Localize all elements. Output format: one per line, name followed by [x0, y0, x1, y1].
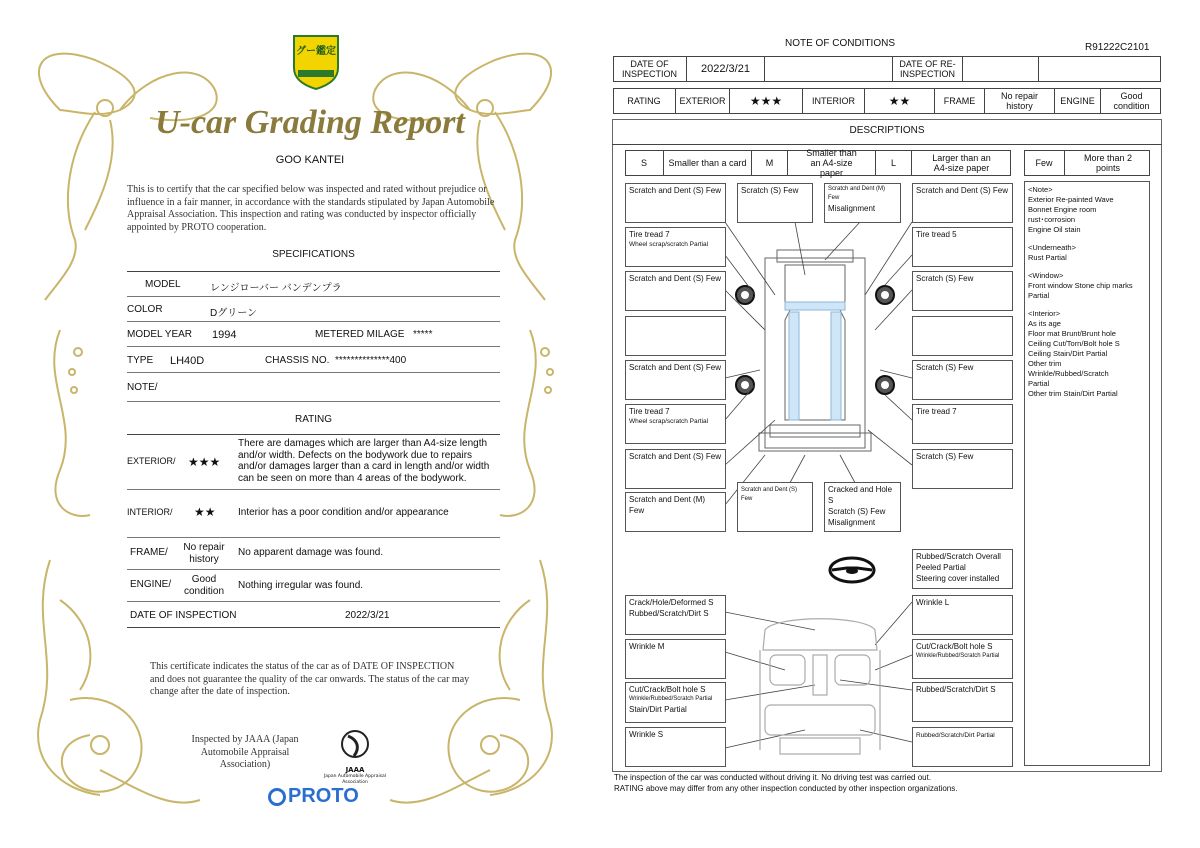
footer-note-1: The inspection of the car was conducted without driving it. No driving test was carried out. — [614, 773, 932, 782]
int-box-4: Cut/Crack/Bolt hole S Wrinkle/Rubbed/Scratch Partial — [912, 639, 1013, 679]
proto-logo-text: PROTO — [288, 785, 359, 807]
descriptions-heading: DESCRIPTIONS — [849, 125, 925, 136]
frame-label: FRAME — [934, 89, 984, 113]
ext-box-4: Scratch and Dent (S) Few — [912, 183, 1013, 223]
specs-heading: SPECIFICATIONS — [272, 249, 355, 260]
chassis-label: CHASSIS NO. — [265, 355, 330, 366]
chassis-value: **************400 — [335, 355, 407, 366]
type-label: TYPE — [127, 355, 154, 366]
note-line: <Interior> — [1028, 309, 1061, 318]
note-line: Rust Partial — [1028, 253, 1067, 262]
ext-box-6: Tire tread 5 — [912, 227, 1013, 267]
jaaa-subtitle: Japan Automobile Appraisal Association — [323, 774, 387, 785]
frame-value: No repair history — [183, 542, 225, 565]
engine-value: Good condition — [183, 574, 225, 597]
proto-logo — [268, 785, 368, 811]
metered-value: ***** — [413, 329, 433, 340]
footer-note-2: RATING above may differ from any other inspection conducted by other inspection organizations. — [614, 784, 958, 793]
engine-desc: Nothing irregular was found. — [238, 580, 364, 591]
ext-box-8: Scratch (S) Few — [912, 271, 1013, 311]
note-line — [1028, 263, 1146, 271]
model-value: レンジローバー バンデンプラ — [210, 283, 342, 294]
badge-text: グー鑑定 — [296, 46, 336, 57]
color-label: COLOR — [127, 304, 163, 315]
note-line — [1028, 301, 1146, 309]
doi-value: 2022/3/21 — [345, 610, 390, 621]
int-box-5: Cut/Crack/Bolt hole S Wrinkle/Rubbed/Scratch Partial Stain/Dirt Partial — [625, 682, 726, 723]
exterior-stars: ★★★ — [729, 89, 802, 113]
frame-desc: No apparent damage was found. — [238, 547, 384, 558]
ext-box-9: Scratch and Dent (S) Few — [625, 360, 726, 400]
int-box-3: Wrinkle M — [625, 639, 726, 679]
report-subtitle: GOO KANTEI — [275, 154, 345, 166]
interior-stars: ★★ — [194, 505, 216, 519]
note-line: Partial — [1028, 379, 1050, 388]
interior-desc: Interior has a poor condition and/or appearance — [238, 507, 449, 518]
frame-value: No repair history — [984, 89, 1054, 113]
engine-label: ENGINE/ — [130, 579, 172, 590]
note-line: Ceiling Cut/Torn/Bolt hole S — [1028, 339, 1120, 348]
doi-value: 2022/3/21 — [686, 57, 764, 81]
reinspection-label: DATE OF RE-INSPECTION — [892, 57, 962, 81]
metered-label: METERED MILAGE — [315, 329, 405, 340]
model-label: MODEL — [145, 279, 181, 290]
exterior-label: EXTERIOR — [675, 89, 729, 113]
note-line: <Note> — [1028, 185, 1053, 194]
ext-box-2: Scratch (S) Few — [737, 183, 813, 223]
legend-few: Few — [1035, 158, 1053, 168]
car-interior-diagram — [755, 610, 885, 760]
note-line: Bonnet Engine room — [1028, 205, 1097, 214]
int-box-7: Wrinkle S — [625, 727, 726, 767]
exterior-label: EXTERIOR/ — [127, 456, 176, 466]
note-line: Engine Oil stain — [1028, 225, 1081, 234]
note-line: Exterior Re-painted Wave — [1028, 195, 1114, 204]
ext-box-14: Scratch (S) Few — [912, 449, 1013, 489]
doi-label: DATE OF INSPECTION — [130, 610, 237, 621]
ext-box-10: Scratch (S) Few — [912, 360, 1013, 400]
note-line: Other trim Stain/Dirt Partial — [1028, 389, 1118, 398]
note-line: rust･corrosion — [1028, 215, 1076, 224]
note-line: <Underneath> — [1028, 243, 1076, 252]
ext-box-12: Tire tread 7 — [912, 404, 1013, 444]
proto-mark-icon — [268, 788, 286, 806]
jaaa-label: JAAA — [345, 766, 365, 774]
ext-box-17: Cracked and Hole S Scratch (S) Few Misalignment — [824, 482, 901, 532]
note-line: <Window> — [1028, 271, 1064, 280]
legend-l-desc: Larger than an A4-size paper — [911, 151, 1011, 175]
note-line — [1028, 235, 1146, 243]
legend-l: L — [875, 151, 911, 175]
note-line: Partial — [1028, 291, 1050, 300]
rating-label: RATING — [627, 96, 661, 106]
engine-label: ENGINE — [1054, 89, 1100, 113]
legend-m-desc: Smaller than an A4-size paper — [787, 151, 875, 175]
model-year-label: MODEL YEAR — [127, 329, 193, 340]
note-line: Wrinkle/Rubbed/Scratch — [1028, 369, 1109, 378]
interior-label: INTERIOR — [802, 89, 864, 113]
color-value: Dグリーン — [210, 308, 258, 319]
ext-box-1: Scratch and Dent (S) Few — [625, 183, 726, 223]
engine-value: Good condition — [1100, 89, 1162, 113]
grading-certificate — [0, 0, 590, 848]
goo-kantei-badge — [290, 32, 342, 90]
legend-m: M — [751, 151, 787, 175]
legend-s: S — [640, 158, 647, 168]
ext-box-11: Tire tread 7 Wheel scrap/scratch Partial — [625, 404, 726, 444]
interior-label: INTERIOR/ — [127, 507, 173, 517]
notes-column — [1024, 181, 1150, 766]
type-value: LH40D — [170, 355, 205, 367]
rating-heading: RATING — [294, 414, 333, 425]
ext-box-13: Scratch and Dent (S) Few — [625, 449, 726, 489]
interior-stars: ★★ — [864, 89, 934, 113]
ext-box-15: Scratch and Dent (M) Few — [625, 492, 726, 532]
exterior-stars: ★★★ — [188, 455, 221, 469]
note-of-conditions — [600, 0, 1200, 848]
notes-list — [1028, 185, 1146, 399]
note-line: Ceiling Stain/Dirt Partial — [1028, 349, 1108, 358]
jaaa-logo — [318, 728, 392, 785]
note-line: As its age — [1028, 319, 1061, 328]
ext-box-empty-right — [912, 316, 1013, 356]
note-line: Other trim — [1028, 359, 1062, 368]
model-year-value: 1994 — [212, 329, 237, 341]
steering-wheel-icon — [827, 556, 877, 584]
doi-label: DATE OF INSPECTION — [621, 59, 677, 79]
disclaimer-text: This certificate indicates the status of the car as of DATE OF INSPECTION and does not guarantee the quality of the car onwards. The status of the car may change after the date of inspection. — [150, 661, 470, 697]
ext-box-empty-left — [625, 316, 726, 356]
inspected-by: Inspected by JAAA (Japan Automobile Appraisal Association) — [191, 734, 299, 770]
reference-number: R91222C2101 — [1085, 42, 1150, 53]
int-box-6: Rubbed/Scratch/Dirt S — [912, 682, 1013, 722]
legend-few-desc: More than 2 points — [1064, 151, 1151, 175]
ext-box-16: Scratch and Dent (S) Few — [737, 482, 813, 532]
report-title: U-car Grading Report — [155, 104, 465, 141]
exterior-desc: There are damages which are larger than A4-size length and/or width. Defects on the bodywork due to repairs and/or damages larger than a card in length and/or width can be seen on more than 4 areas of the bodywork. — [238, 438, 490, 484]
note-label: NOTE/ — [127, 382, 158, 393]
int-box-2: Wrinkle L — [912, 595, 1013, 635]
frame-label: FRAME/ — [130, 547, 168, 558]
ext-box-3: Scratch and Dent (M) Few Misalignment — [824, 183, 901, 223]
int-box-1: Crack/Hole/Deformed S Rubbed/Scratch/Dirt S — [625, 595, 726, 635]
ext-box-7: Scratch and Dent (S) Few — [625, 271, 726, 311]
legend-s-desc: Smaller than a card — [663, 151, 751, 175]
certify-text: This is to certify that the car specified below was inspected and rated without prejudice or influence in a fair manner, in accordance with the standards stipulated by Japan Automobile Appraisal Association. This inspection and rating was conducted by inspector officially appointed by PROTO cooperation. — [127, 184, 495, 233]
note-line: Floor mat Brunt/Brunt hole — [1028, 329, 1116, 338]
steering-box: Rubbed/Scratch Overall Peeled Partial Steering cover installed — [912, 549, 1013, 589]
note-line: Front window Stone chip marks — [1028, 281, 1133, 290]
ext-box-5: Tire tread 7 Wheel scrap/scratch Partial — [625, 227, 726, 267]
int-box-8: Rubbed/Scratch/Dirt Partial — [912, 727, 1013, 767]
conditions-heading: NOTE OF CONDITIONS — [785, 38, 895, 49]
